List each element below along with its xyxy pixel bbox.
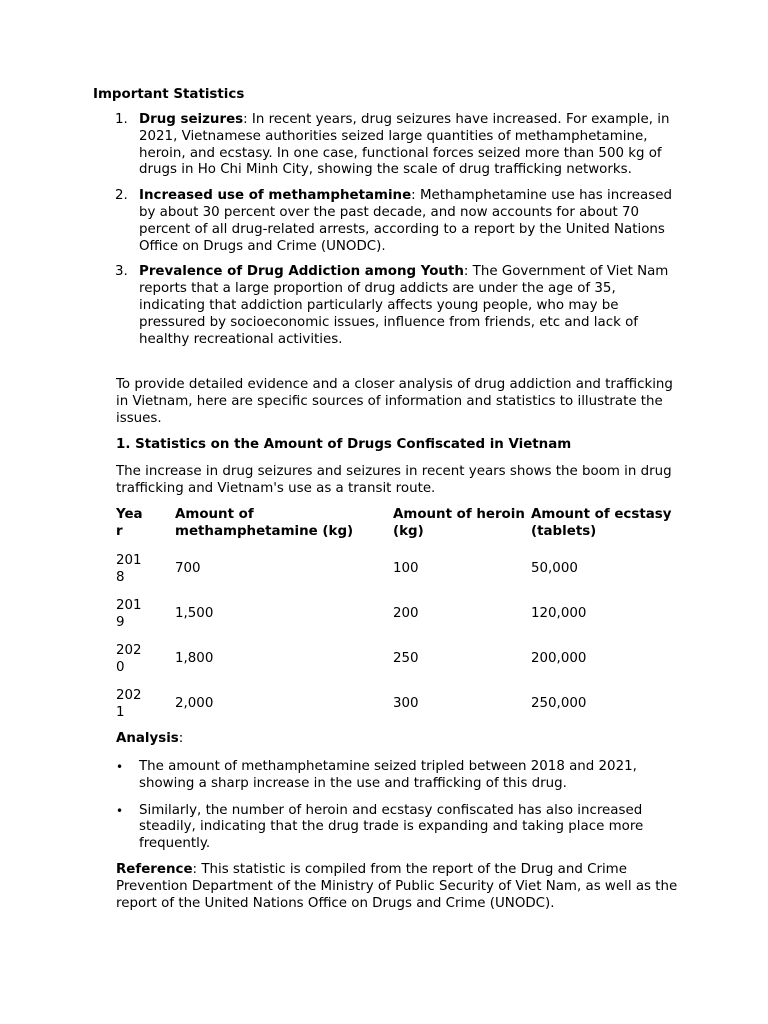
cell-year: 2020 xyxy=(116,642,142,675)
list-item xyxy=(115,112,679,179)
header-methamphetamine: Amount of methamphetamine (kg) xyxy=(175,507,354,539)
cell-heroin: 300 xyxy=(393,696,419,712)
reference-paragraph xyxy=(116,862,681,912)
table-row xyxy=(116,592,681,637)
intro-paragraph: To provide detailed evidence and a closer analysis of drug addiction and trafficking in Vietnam, here are specific sources of information and statistics to illustrate the issues. xyxy=(116,377,673,426)
table-row xyxy=(116,547,681,592)
header-ecstasy: Amount of ecstasy (tablets) xyxy=(531,507,672,539)
analysis-item-text: Similarly, the number of heroin and ecstasy confiscated has also increased steadily, indicating that the drug trade is expanding and taking place more frequently. xyxy=(139,802,644,852)
cell-year: 2019 xyxy=(116,597,142,630)
cell-methamphetamine: 2,000 xyxy=(175,696,214,712)
analysis-list xyxy=(116,759,704,863)
table-row xyxy=(116,637,681,682)
table-header-row xyxy=(116,507,681,547)
bullet-icon: • xyxy=(116,760,124,774)
list-item-text: : Methamphetamine use has increased by about 30 percent over the past decade, and now accounts for about 70 percent of all drug-related arrests, according to a report by the United Nations Office on Drugs and Crime (UNODC). xyxy=(139,188,672,254)
cell-heroin: 100 xyxy=(393,561,419,577)
bullet-icon: • xyxy=(116,803,124,818)
list-number: 1. xyxy=(115,112,128,127)
seizures-table xyxy=(116,507,681,727)
list-item xyxy=(116,759,679,793)
table-row xyxy=(116,682,681,727)
list-number: 3. xyxy=(115,264,128,280)
reference-label: Reference xyxy=(116,862,193,877)
list-item xyxy=(116,802,679,853)
section-paragraph: The increase in drug seizures and seizures in recent years shows the boom in drug trafficking and Vietnam's use as a transit route. xyxy=(116,464,672,496)
list-item xyxy=(115,264,679,348)
cell-heroin: 200 xyxy=(393,606,419,622)
list-item-title: Increased use of methamphetamine xyxy=(139,188,412,204)
analysis-heading xyxy=(116,731,681,748)
cell-methamphetamine: 1,500 xyxy=(175,606,214,622)
cell-methamphetamine: 700 xyxy=(175,561,201,577)
list-item-title: Prevalence of Drug Addiction among Youth xyxy=(139,264,464,280)
cell-ecstasy: 250,000 xyxy=(531,696,587,712)
cell-ecstasy: 50,000 xyxy=(531,561,578,577)
list-item-title: Drug seizures xyxy=(139,112,244,127)
cell-methamphetamine: 1,800 xyxy=(175,651,214,667)
list-item xyxy=(115,188,679,255)
section-heading: 1. Statistics on the Amount of Drugs Confiscated in Vietnam xyxy=(116,437,572,452)
cell-ecstasy: 120,000 xyxy=(531,606,587,622)
reference-text: : This statistic is compiled from the report of the Drug and Crime Prevention Department of the Ministry of Public Security of Viet Nam, as well as the report of the United Nations Office on Drugs and Crime (UNODC). xyxy=(116,862,678,911)
header-year: Year xyxy=(116,507,143,539)
analysis-label: Analysis xyxy=(116,731,179,746)
list-item-text: : In recent years, drug seizures have increased. For example, in 2021, Vietnamese authorities seized large quantities of methamphetamine, heroin, and ecstasy. In one case, functional forces seized more than 500 kg of drugs in Ho Chi Minh City, showing the scale of drug trafficking networks. xyxy=(139,112,670,178)
analysis-item-text: The amount of methamphetamine seized tripled between 2018 and 2021, showing a sharp increase in the use and trafficking of this drug. xyxy=(139,759,637,791)
list-item-text: : The Government of Viet Nam reports that a large proportion of drug addicts are under the age of 35, indicating that addiction particularly affects young people, who may be pressured by socioeconomic issues, influence from friends, etc and lack of healthy recreational activities. xyxy=(139,264,669,347)
document-heading: Important Statistics xyxy=(93,87,245,102)
cell-year: 2018 xyxy=(116,552,142,585)
header-heroin: Amount of heroin (kg) xyxy=(393,507,525,539)
statistics-list xyxy=(93,112,729,357)
cell-year: 2021 xyxy=(116,687,142,720)
analysis-colon: : xyxy=(178,731,184,746)
cell-ecstasy: 200,000 xyxy=(531,651,587,667)
list-number: 2. xyxy=(115,188,128,204)
cell-heroin: 250 xyxy=(393,651,419,667)
